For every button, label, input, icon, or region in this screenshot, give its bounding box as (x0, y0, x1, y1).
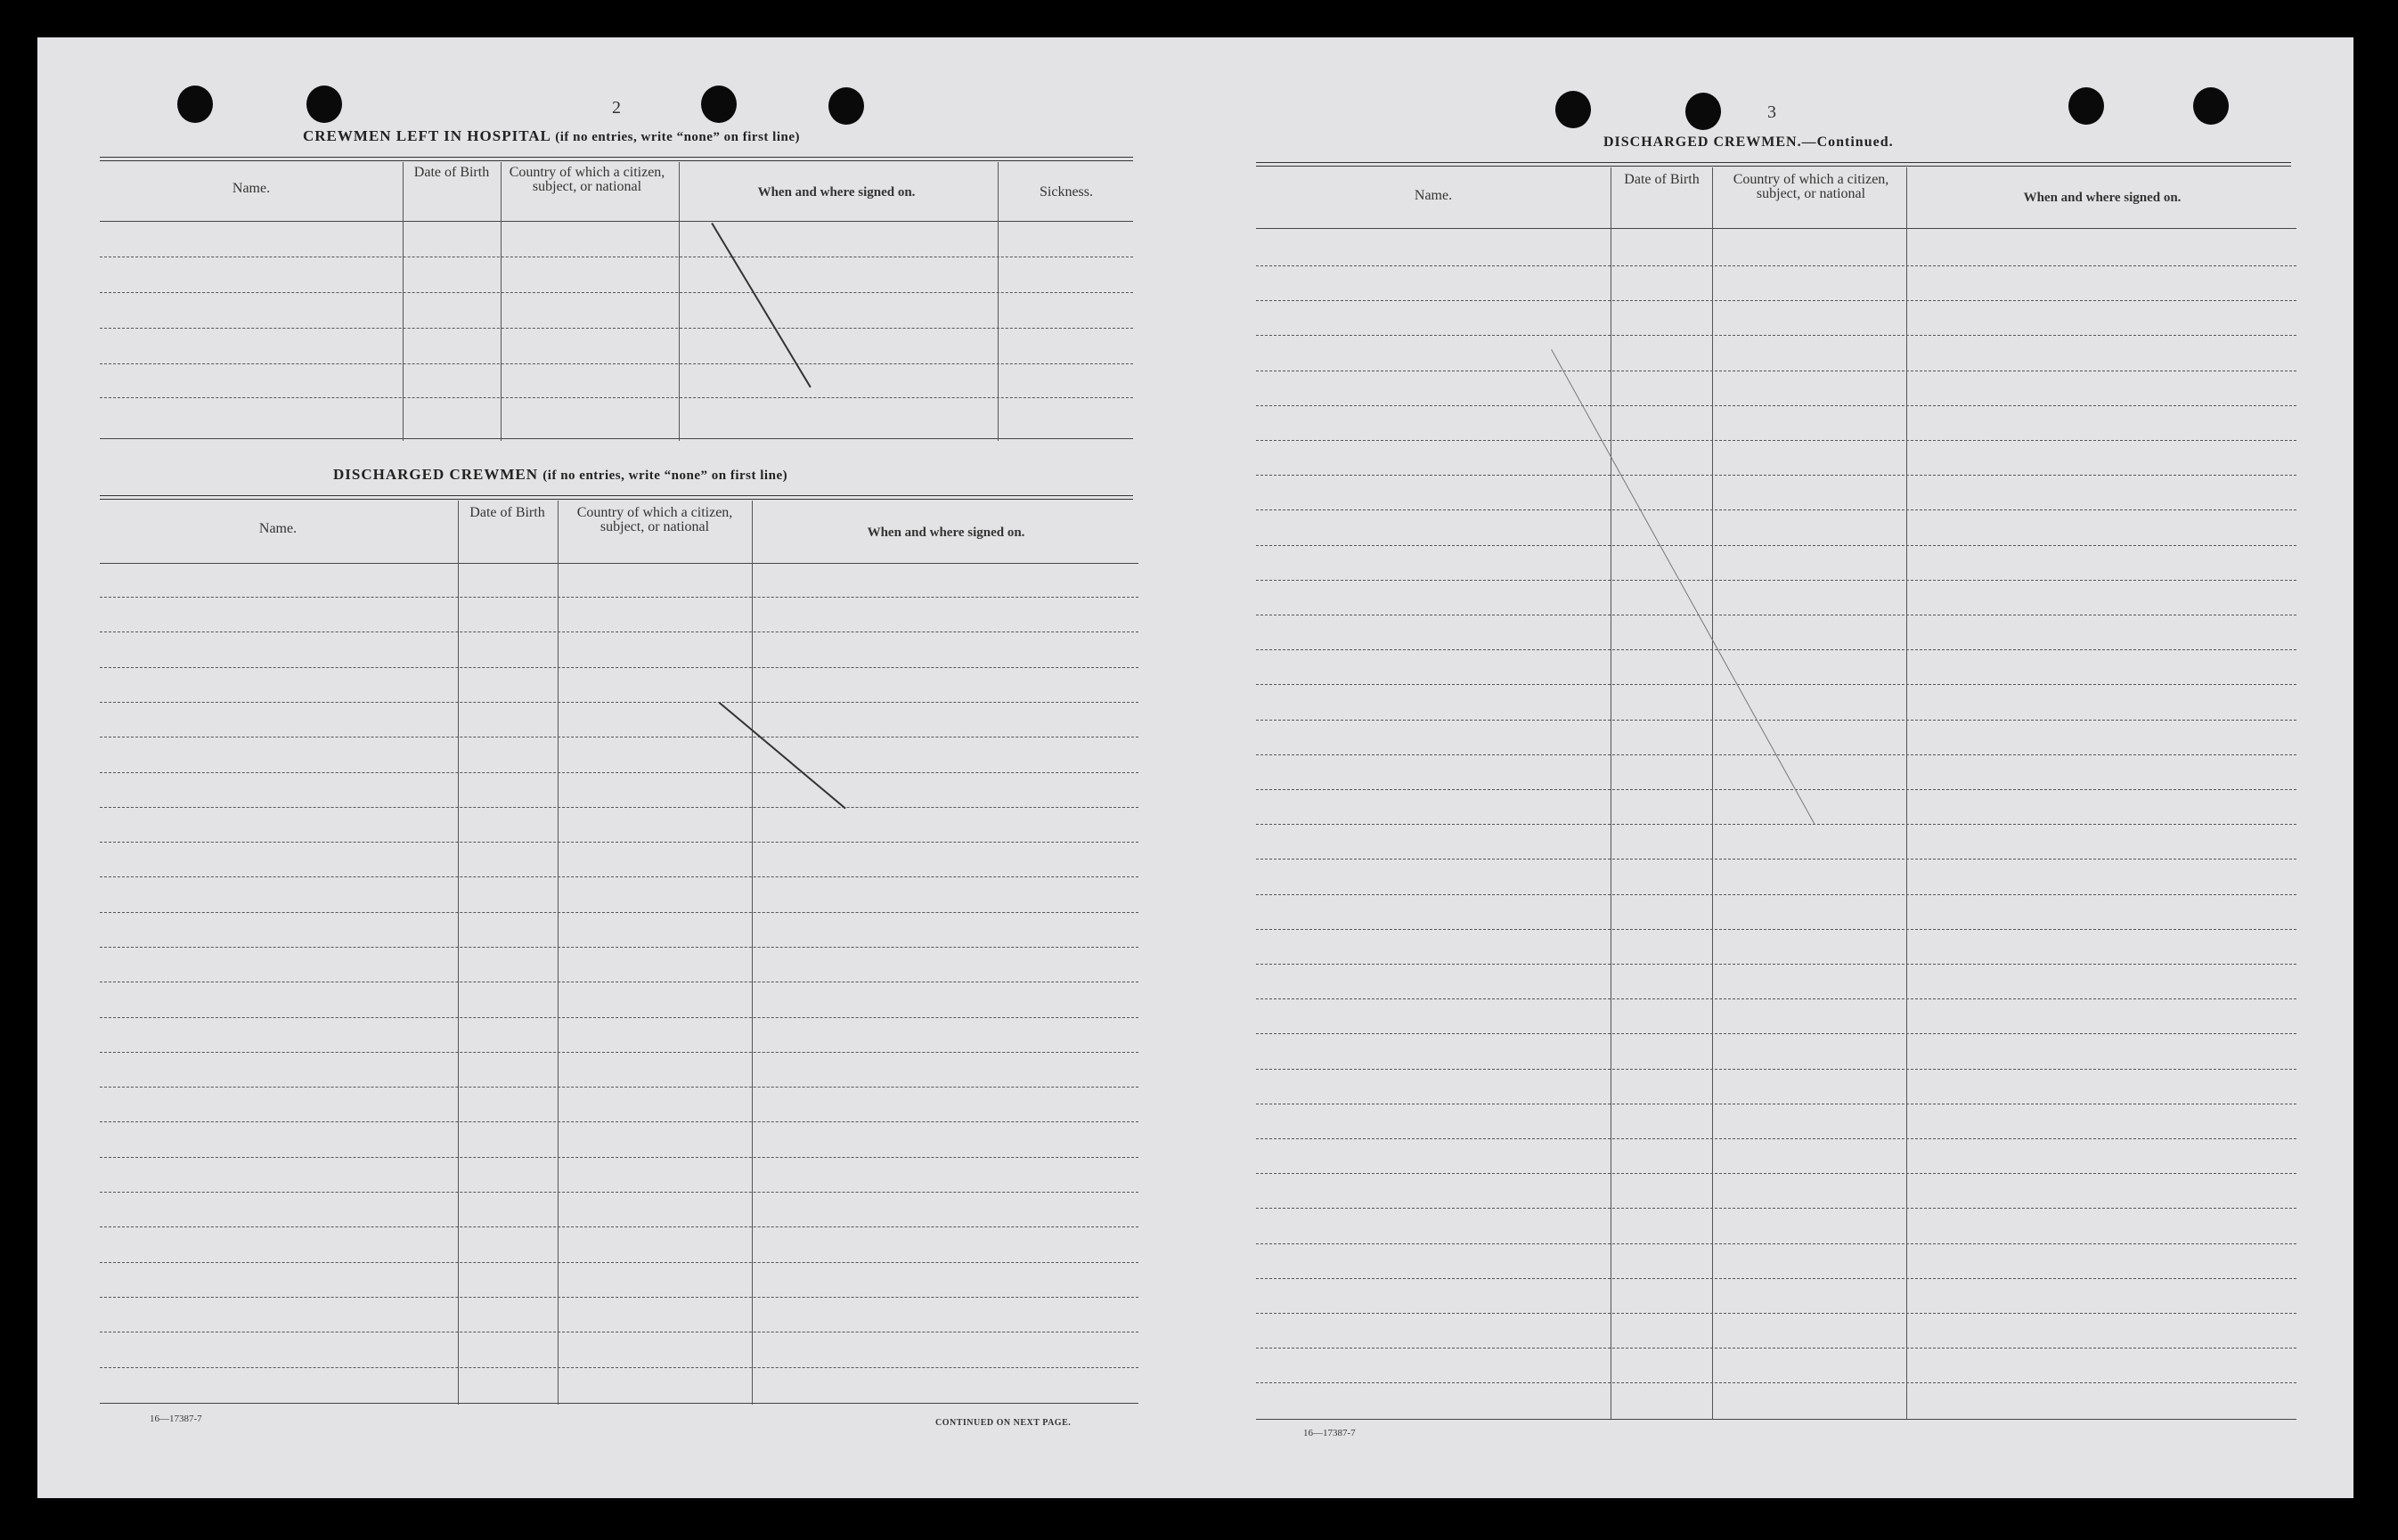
entry-line[interactable] (1256, 580, 2296, 581)
hospital-table-top-rule (100, 157, 1133, 161)
continued-col-name: Name. (1414, 188, 1453, 203)
entry-line[interactable] (100, 1157, 1138, 1158)
form-number: 16—17387-7 (150, 1414, 202, 1424)
entry-line[interactable] (1256, 1348, 2296, 1349)
entry-line[interactable] (1256, 335, 2296, 336)
discharged-col-divider (558, 501, 559, 1405)
hospital-header-rule (100, 221, 1133, 222)
discharged-note: (if no entries, write “none” on first line) (542, 469, 788, 483)
punch-hole (177, 86, 213, 123)
discharged-col-dob: Date of Birth (469, 505, 545, 520)
hospital-col-sickness: Sickness. (1040, 184, 1093, 200)
entry-line[interactable] (1256, 998, 2296, 999)
entry-line[interactable] (1256, 405, 2296, 406)
discharged-col-divider (752, 501, 753, 1405)
continued-notice: CONTINUED ON NEXT PAGE. (935, 1418, 1072, 1428)
entry-line[interactable] (100, 1052, 1138, 1053)
entry-line[interactable] (1256, 859, 2296, 860)
entry-line[interactable] (1256, 1208, 2296, 1209)
continued-col-divider (1712, 167, 1713, 1420)
hospital-entry-line[interactable] (100, 397, 1133, 398)
hospital-bottom-rule (100, 438, 1133, 439)
page-number: 2 (612, 98, 621, 118)
punch-hole (701, 86, 737, 123)
entry-line[interactable] (1256, 1243, 2296, 1244)
entry-line[interactable] (100, 631, 1138, 632)
discharged-title: DISCHARGED CREWMEN (333, 466, 539, 483)
entry-line[interactable] (1256, 300, 2296, 301)
punch-hole (828, 87, 864, 125)
continued-table-top-rule (1256, 162, 2291, 167)
entry-line[interactable] (1256, 545, 2296, 546)
entry-line[interactable] (1256, 894, 2296, 895)
hospital-col-name: Name. (232, 181, 271, 196)
entry-line[interactable] (1256, 824, 2296, 825)
punch-hole (2068, 87, 2104, 125)
entry-line[interactable] (100, 807, 1138, 808)
form-number: 16—17387-7 (1303, 1428, 1356, 1438)
hospital-entry-line[interactable] (100, 292, 1133, 293)
continued-col-dob: Date of Birth (1624, 172, 1700, 187)
entry-line[interactable] (100, 876, 1138, 877)
discharged-continued-title: DISCHARGED CREWMEN.—Continued. (1603, 134, 1894, 150)
entry-line[interactable] (1256, 1069, 2296, 1070)
discharged-table (100, 501, 1138, 1411)
discharged-table-top-rule (100, 495, 1133, 500)
punch-hole (1555, 91, 1591, 128)
entry-line[interactable] (1256, 649, 2296, 650)
entry-line[interactable] (100, 1262, 1138, 1263)
entry-line[interactable] (1256, 1033, 2296, 1034)
hospital-col-divider (679, 162, 680, 441)
entry-line[interactable] (1256, 1313, 2296, 1314)
discharged-col-name: Name. (258, 521, 298, 536)
continued-col-divider (1906, 167, 1907, 1420)
discharged-section-title (333, 466, 787, 484)
discharged-header-rule (100, 563, 1138, 564)
entry-line[interactable] (100, 947, 1138, 948)
entry-line[interactable] (100, 1297, 1138, 1298)
hospital-col-country: Country of which a citizen, subject, or national (509, 165, 665, 194)
hospital-col-signed-on: When and where signed on. (757, 185, 916, 200)
entry-line[interactable] (100, 1121, 1138, 1122)
entry-line[interactable] (1256, 1138, 2296, 1139)
entry-line[interactable] (100, 772, 1138, 773)
discharged-continued-table (1256, 167, 2296, 1422)
hospital-col-divider (403, 162, 404, 441)
hospital-table (100, 162, 1133, 441)
entry-line[interactable] (1256, 475, 2296, 476)
discharged-col-divider (458, 501, 459, 1405)
entry-line[interactable] (1256, 1382, 2296, 1383)
punch-hole (2193, 87, 2229, 125)
entry-line[interactable] (100, 1367, 1138, 1368)
discharged-col-country: Country of which a citizen, subject, or national (576, 505, 733, 534)
entry-line[interactable] (1256, 789, 2296, 790)
entry-line[interactable] (100, 1087, 1138, 1088)
hospital-col-divider (998, 162, 999, 441)
entry-line[interactable] (100, 597, 1138, 598)
hospital-entry-line[interactable] (100, 328, 1133, 329)
entry-line[interactable] (100, 1226, 1138, 1227)
entry-line[interactable] (1256, 929, 2296, 930)
entry-line[interactable] (100, 667, 1138, 668)
continued-col-signed-on: When and where signed on. (2023, 191, 2182, 205)
entry-line[interactable] (100, 912, 1138, 913)
hospital-col-dob: Date of Birth (413, 165, 490, 180)
hospital-note: (if no entries, write “none” on first line) (555, 130, 800, 144)
entry-line[interactable] (1256, 964, 2296, 965)
entry-line[interactable] (1256, 1278, 2296, 1279)
entry-line[interactable] (100, 1017, 1138, 1018)
entry-line[interactable] (100, 1192, 1138, 1193)
hospital-col-divider (501, 162, 502, 441)
hospital-entry-line[interactable] (100, 363, 1133, 364)
entry-line[interactable] (1256, 265, 2296, 266)
entry-line[interactable] (1256, 440, 2296, 441)
entry-line[interactable] (100, 842, 1138, 843)
hospital-section-title (303, 127, 800, 145)
discharged-col-signed-on: When and where signed on. (867, 526, 1025, 540)
punch-hole (306, 86, 342, 123)
continued-bottom-rule (1256, 1419, 2296, 1420)
discharged-bottom-rule (100, 1403, 1138, 1404)
entry-line[interactable] (1256, 509, 2296, 510)
entry-line[interactable] (1256, 684, 2296, 685)
page-number: 3 (1767, 102, 1776, 122)
entry-line[interactable] (1256, 720, 2296, 721)
hospital-title: CREWMEN LEFT IN HOSPITAL (303, 127, 551, 144)
entry-line[interactable] (1256, 1173, 2296, 1174)
entry-line[interactable] (100, 702, 1138, 703)
continued-col-country: Country of which a citizen, subject, or national (1733, 172, 1889, 201)
punch-hole (1685, 93, 1721, 130)
continued-header-rule (1256, 228, 2296, 229)
